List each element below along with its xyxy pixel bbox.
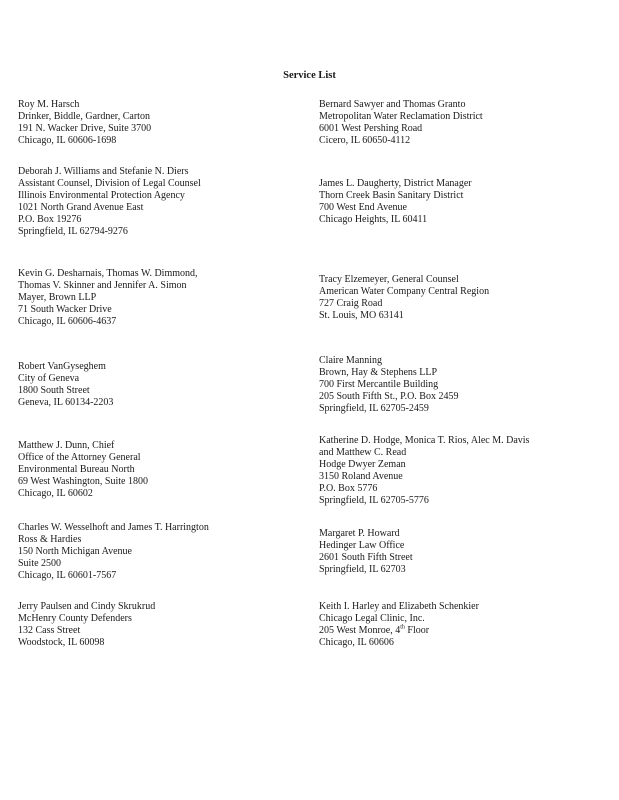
address-line: Springfield, IL 62794-9276 — [18, 225, 128, 237]
address-line: James L. Daugherty, District Manager — [319, 178, 472, 189]
address-line: 700 West End Avenue — [319, 201, 407, 213]
address-block-left — [18, 440, 148, 500]
address-block-left — [18, 522, 209, 582]
address-line: Hodge Dwyer Zeman — [319, 458, 406, 470]
address-line: 3150 Roland Avenue — [319, 470, 403, 482]
address-line: Chicago, IL 60606-4637 — [18, 315, 117, 327]
address-block-right — [319, 355, 458, 415]
address-block-left — [18, 268, 198, 328]
address-line: and Matthew C. Read — [319, 446, 407, 458]
address-line: Bernard Sawyer and Thomas Granto — [319, 99, 466, 110]
page-title: Service List — [283, 70, 336, 81]
address-line: 71 South Wacker Drive — [18, 303, 112, 315]
address-block-right — [319, 601, 479, 649]
address-line: P.O. Box 5776 — [319, 482, 378, 494]
address-line: Thorn Creek Basin Sanitary District — [319, 189, 464, 201]
address-line: Cicero, IL 60650-4112 — [319, 134, 411, 146]
address-line: Illinois Environmental Protection Agency — [18, 189, 185, 201]
address-block-left — [18, 361, 113, 409]
address-line: Tracy Elzemeyer, General Counsel — [319, 274, 459, 285]
address-block-right — [319, 178, 472, 226]
address-block-left — [18, 601, 155, 649]
address-block-right — [319, 435, 529, 506]
address-line: 132 Cass Street — [18, 624, 81, 636]
address-line: 6001 West Pershing Road — [319, 122, 423, 134]
address-block-left — [18, 166, 201, 237]
address-line: Chicago, IL 60601-7567 — [18, 569, 117, 581]
address-line: St. Louis, MO 63141 — [319, 309, 404, 321]
address-block-right — [319, 274, 489, 322]
address-line: Margaret P. Howard — [319, 528, 400, 539]
address-line: Charles W. Wesselhoft and James T. Harrington — [18, 522, 209, 533]
address-line: Katherine D. Hodge, Monica T. Rios, Alec M. Davis — [319, 435, 530, 446]
address-line: Roy M. Harsch — [18, 99, 80, 110]
address-line: Matthew J. Dunn, Chief — [18, 440, 115, 451]
address-line: Suite 2500 — [18, 557, 62, 569]
address-line: Robert VanGyseghem — [18, 361, 106, 372]
address-line: Deborah J. Williams and Stefanie N. Diers — [18, 166, 189, 177]
address-line: 205 South Fifth St., P.O. Box 2459 — [319, 390, 459, 402]
address-line: Springfield, IL 62703 — [319, 563, 406, 575]
address-line: Assistant Counsel, Division of Legal Counsel — [18, 177, 201, 189]
address-line: Thomas V. Skinner and Jennifer A. Simon — [18, 279, 187, 291]
address-line: Chicago Heights, IL 60411 — [319, 213, 428, 225]
address-line: Hedinger Law Office — [319, 539, 405, 551]
address-line: Springfield, IL 62705-5776 — [319, 494, 429, 506]
address-line: 2601 South Fifth Street — [319, 551, 413, 563]
address-line: Metropolitan Water Reclamation District — [319, 110, 483, 122]
address-line: Ross & Hardies — [18, 533, 82, 545]
address-line: 727 Craig Road — [319, 297, 383, 309]
address-line: Keith I. Harley and Elizabeth Schenkier — [319, 601, 479, 612]
address-line: Claire Manning — [319, 355, 383, 366]
address-line: American Water Company Central Region — [319, 285, 490, 297]
address-line: Chicago, IL 60606 — [319, 636, 394, 648]
address-block-right — [319, 528, 413, 576]
address-line: Office of the Attorney General — [18, 451, 141, 463]
address-block-left — [18, 99, 151, 147]
address-line: Mayer, Brown LLP — [18, 291, 97, 303]
address-line: Springfield, IL 62705-2459 — [319, 402, 429, 414]
address-line: City of Geneva — [18, 372, 80, 384]
address-line: 150 North Michigan Avenue — [18, 545, 132, 557]
address-block-right — [319, 99, 483, 147]
address-line: P.O. Box 19276 — [18, 213, 82, 225]
address-line: McHenry County Defenders — [18, 612, 132, 624]
address-line: Brown, Hay & Stephens LLP — [319, 366, 438, 378]
address-line: 205 West Monroe, 4th Floor — [319, 624, 430, 636]
address-line: Kevin G. Desharnais, Thomas W. Dimmond, — [18, 268, 198, 279]
address-line: 1021 North Grand Avenue East — [18, 201, 144, 213]
address-line: Jerry Paulsen and Cindy Skrukrud — [18, 601, 156, 612]
address-line: Chicago, IL 60606-1698 — [18, 134, 117, 146]
address-line: Chicago, IL 60602 — [18, 487, 93, 499]
address-line: Geneva, IL 60134-2203 — [18, 396, 114, 408]
address-line: 700 First Mercantile Building — [319, 378, 439, 390]
address-line: Environmental Bureau North — [18, 463, 135, 475]
address-line: Drinker, Biddle, Gardner, Carton — [18, 110, 150, 122]
address-line: 69 West Washington, Suite 1800 — [18, 475, 148, 487]
address-line: Woodstock, IL 60098 — [18, 636, 105, 648]
address-line: Chicago Legal Clinic, Inc. — [319, 612, 425, 624]
address-line: 1800 South Street — [18, 384, 90, 396]
address-line: 191 N. Wacker Drive, Suite 3700 — [18, 122, 152, 134]
